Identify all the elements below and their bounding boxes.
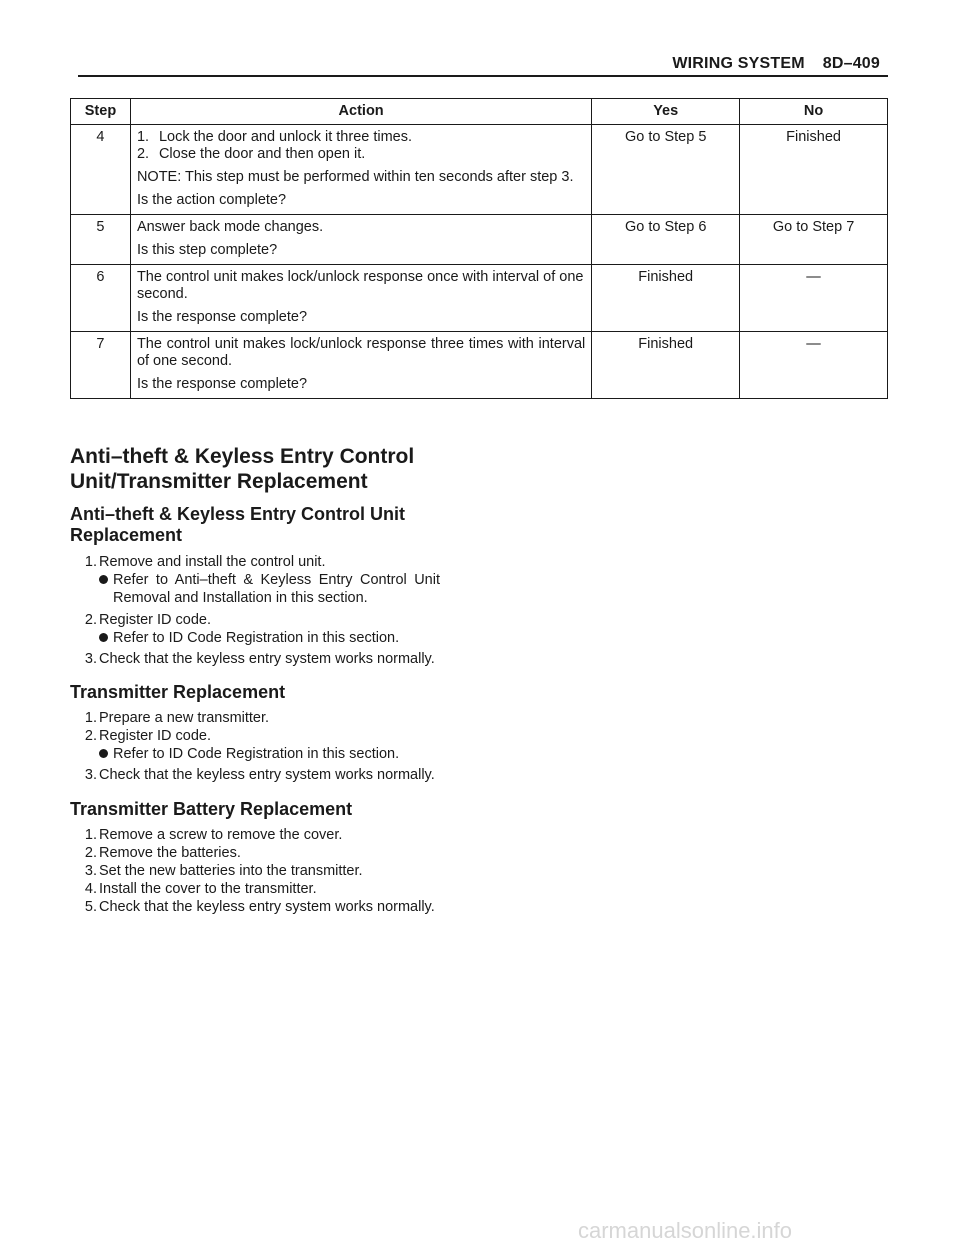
step-text: Set the new batteries into the transmitter. — [99, 863, 363, 879]
step-number: 7 — [71, 332, 131, 399]
battery-section — [70, 799, 470, 916]
header-no: No — [740, 99, 888, 125]
list-text: Lock the door and unlock it three times. — [158, 129, 413, 145]
list-item — [70, 880, 470, 898]
list-item — [70, 709, 470, 727]
no-cell: — — [740, 265, 888, 332]
action-text: The control unit makes lock/unlock response three times with interval of one second. — [136, 336, 586, 369]
yes-cell: Go to Step 6 — [592, 215, 740, 265]
list-item — [70, 826, 470, 844]
step-text: Register ID code. — [99, 612, 212, 628]
yes-cell: Finished — [592, 332, 740, 399]
control-unit-section — [70, 504, 440, 671]
step-number: 4. — [84, 881, 97, 897]
section-title: Anti–theft & Keyless Entry Control Unit Replacement — [70, 504, 406, 545]
step-number: 2. — [84, 845, 97, 861]
step-number: 4 — [71, 125, 131, 215]
step-text: Prepare a new transmitter. — [99, 710, 270, 726]
diagnostic-table — [70, 98, 888, 399]
step-number: 6 — [71, 265, 131, 332]
step-text: Check that the keyless entry system works normally. — [99, 651, 435, 667]
list-item — [70, 553, 440, 607]
table-row — [71, 215, 888, 265]
step-list — [70, 553, 440, 668]
list-item — [70, 898, 470, 916]
section-title: Transmitter Battery Replacement — [70, 799, 353, 819]
step-list — [70, 709, 470, 784]
list-item — [70, 727, 470, 763]
list-item — [70, 862, 470, 880]
action-cell — [130, 265, 591, 332]
table-row — [71, 265, 888, 332]
yes-cell: Go to Step 5 — [592, 125, 740, 215]
step-text: Check that the keyless entry system works normally. — [99, 899, 435, 915]
list-item — [70, 611, 440, 647]
step-text: Register ID code. — [99, 728, 212, 744]
step-number: 5. — [84, 899, 97, 915]
step-number: 2. — [84, 612, 97, 628]
no-cell: — — [740, 332, 888, 399]
question-text: Is the response complete? — [136, 309, 308, 325]
action-text: Answer back mode changes. — [136, 219, 324, 235]
table-row — [71, 332, 888, 399]
question-text: Is this step complete? — [136, 242, 278, 258]
step-number: 1. — [84, 554, 97, 570]
bullet-icon — [99, 571, 113, 607]
table-header-row — [71, 99, 888, 125]
action-cell — [130, 332, 591, 399]
table-row — [71, 125, 888, 215]
no-cell: Go to Step 7 — [740, 215, 888, 265]
list-item — [70, 766, 470, 784]
step-text: Check that the keyless entry system works normally. — [99, 767, 435, 783]
step-list — [70, 826, 470, 916]
section-name: WIRING SYSTEM — [672, 55, 805, 72]
action-text: The control unit makes lock/unlock response once with interval of one second. — [136, 269, 584, 302]
section-title: Transmitter Replacement — [70, 682, 286, 702]
question-text: Is the action complete? — [136, 192, 287, 208]
action-cell — [130, 215, 591, 265]
bullet-text: Refer to ID Code Registration in this section. — [113, 630, 400, 646]
note-text: NOTE: This step must be performed within ten seconds after step 3. — [136, 169, 574, 185]
step-number: 3. — [84, 767, 97, 783]
step-text: Remove a screw to remove the cover. — [99, 827, 343, 843]
no-cell: Finished — [740, 125, 888, 215]
watermark: carmanualsonline.info — [578, 1218, 793, 1243]
step-number: 5 — [71, 215, 131, 265]
header-action: Action — [130, 99, 591, 125]
step-number: 1. — [84, 710, 97, 726]
list-number: 2. — [136, 146, 150, 162]
list-item — [70, 844, 470, 862]
main-section — [70, 444, 450, 494]
step-number: 3. — [84, 863, 97, 879]
question-text: Is the response complete? — [136, 376, 308, 392]
bullet-icon — [99, 629, 113, 647]
header-yes: Yes — [592, 99, 740, 125]
step-number: 2. — [84, 728, 97, 744]
header-step: Step — [71, 99, 131, 125]
list-number: 1. — [136, 129, 150, 145]
step-number: 1. — [84, 827, 97, 843]
bullet-text: Refer to ID Code Registration in this section. — [113, 746, 400, 762]
yes-cell: Finished — [592, 265, 740, 332]
header-rule — [78, 75, 888, 77]
main-title: Anti–theft & Keyless Entry Control Unit/Transmitter Replacement — [70, 445, 415, 493]
list-item — [70, 650, 440, 668]
transmitter-section — [70, 682, 470, 787]
action-cell — [130, 125, 591, 215]
page-header — [672, 55, 880, 73]
step-number: 3. — [84, 651, 97, 667]
bullet-icon — [99, 745, 113, 763]
list-text: Close the door and then open it. — [158, 146, 366, 162]
step-text: Remove the batteries. — [99, 845, 241, 861]
bullet-text: Refer to Anti–theft & Keyless Entry Control Unit Removal and Installation in this section. — [113, 572, 440, 606]
step-text: Remove and install the control unit. — [99, 554, 326, 570]
step-text: Install the cover to the transmitter. — [99, 881, 317, 897]
page-number: 8D–409 — [822, 55, 880, 72]
